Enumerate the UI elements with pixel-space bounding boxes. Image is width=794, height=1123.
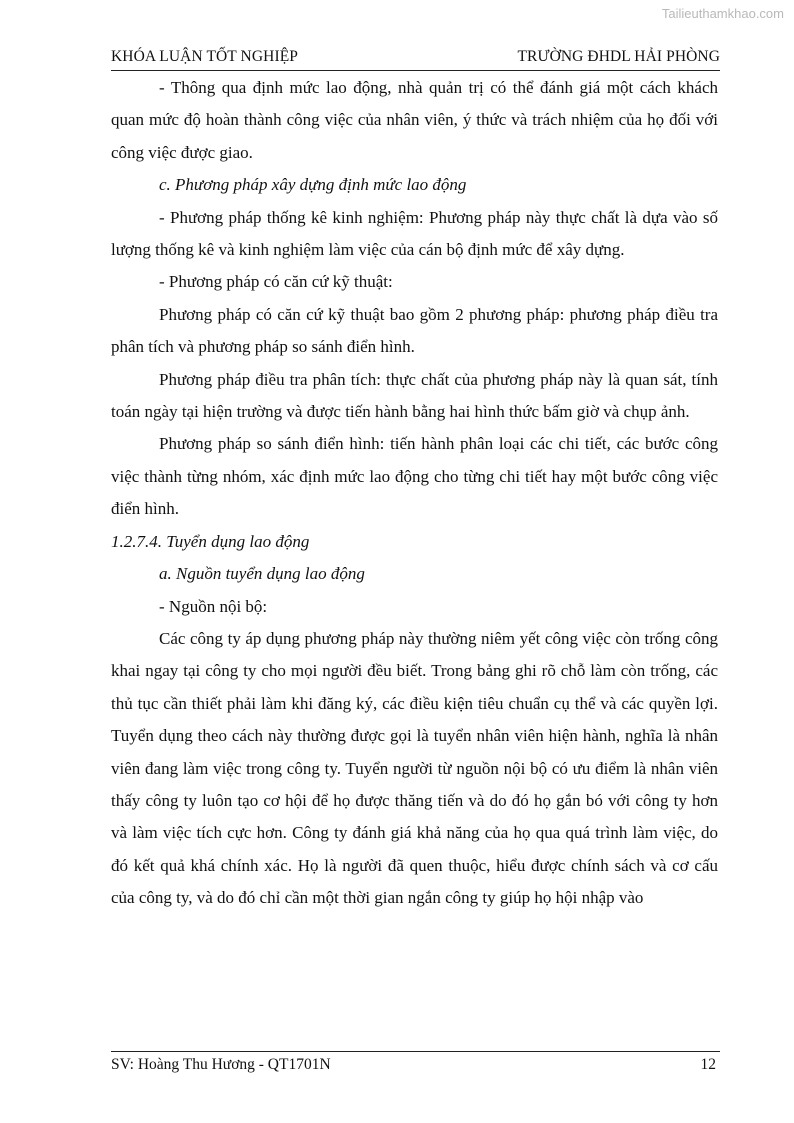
page-header (111, 48, 720, 66)
body-paragraph: Các công ty áp dụng phương pháp này thường niêm yết công việc còn trống công khai ngay tại công ty cho mọi người đều biết. Trong bảng ghi rõ chỗ làm còn trống, các thủ tục cần thiết phải làm khi đăng ký, các điều kiện tiêu chuẩn cụ thể và các quyền lợi. Tuyển dụng theo cách này thường được gọi là tuyển nhân viên hiện hành, nghĩa là nhân viên đang làm việc trong công ty. Tuyển người từ nguồn nội bộ có ưu điểm là nhân viên thấy công ty luôn tạo cơ hội để họ được thăng tiến và do đó họ gắn bó với công ty hơn và làm việc tích cực hơn. Công ty đánh giá khả năng của họ qua quá trình làm việc, do đó kết quả khá chính xác. Họ là người đã quen thuộc, hiểu được chính sách và cơ cấu của công ty, và do đó chỉ cần một thời gian ngắn công ty giúp họ hội nhập vào (111, 628, 718, 908)
subsection-heading: c. Phương pháp xây dựng định mức lao động (159, 175, 467, 195)
section-heading: 1.2.7.4. Tuyển dụng lao động (111, 531, 310, 551)
watermark: Tailieuthamkhao.com (661, 6, 784, 21)
body-paragraph: - Phương pháp có căn cứ kỹ thuật: (159, 272, 393, 292)
body-paragraph: Phương pháp điều tra phân tích: thực chất của phương pháp này là quan sát, tính toán ngày tại hiện trường và được tiến hành bằng hai hình thức bấm giờ và chụp ảnh. (111, 369, 718, 422)
subsection-heading: a. Nguồn tuyển dụng lao động (159, 564, 365, 584)
body-paragraph: - Nguồn nội bộ: (159, 596, 268, 616)
body-paragraph: Phương pháp so sánh điển hình: tiến hành phân loại các chi tiết, các bước công việc thành từng nhóm, xác định mức lao động cho từng chi tiết hay một bước công việc điển hình. (111, 434, 718, 519)
body-paragraph: - Phương pháp thống kê kinh nghiệm: Phương pháp này thực chất là dựa vào số lượng thống kê và kinh nghiệm làm việc của cán bộ định mức để xây dựng. (111, 207, 718, 260)
footer-divider (111, 1051, 720, 1052)
header-divider (111, 70, 720, 71)
document-body (111, 72, 718, 915)
body-paragraph: Phương pháp có căn cứ kỹ thuật bao gồm 2 phương pháp: phương pháp điều tra phân tích và phương pháp so sánh điển hình. (111, 304, 718, 357)
page-number: 12 (700, 1056, 716, 1073)
header-title-right: TRƯỜNG ĐHDL HẢI PHÒNG (517, 48, 720, 65)
body-paragraph: - Thông qua định mức lao động, nhà quản trị có thể đánh giá một cách khách quan mức độ hoàn thành công việc của nhân viên, ý thức và trách nhiệm của họ đối với công việc được giao. (111, 78, 718, 162)
page-footer (111, 1056, 716, 1074)
footer-student: SV: Hoàng Thu Hương - QT1701N (111, 1056, 331, 1073)
header-title-left: KHÓA LUẬN TỐT NGHIỆP (111, 48, 298, 65)
